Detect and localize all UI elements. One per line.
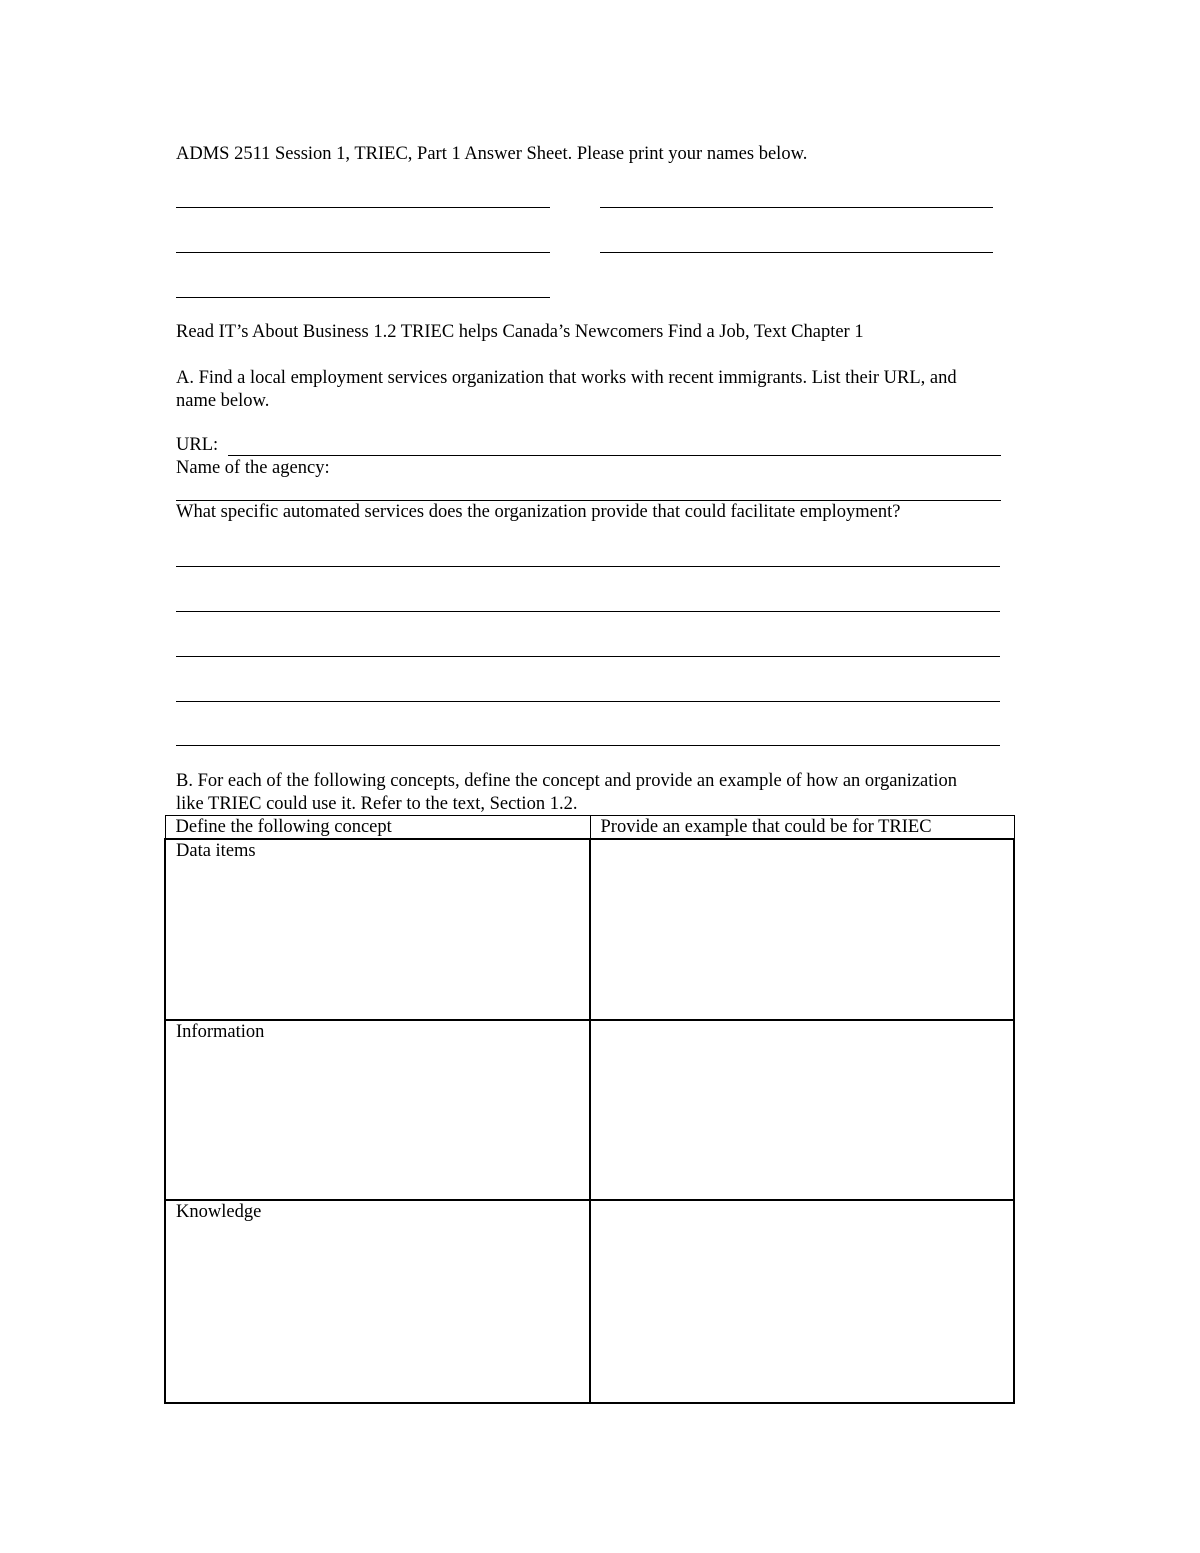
services-answer-line-4[interactable] bbox=[176, 701, 1000, 702]
header-example: Provide an example that could be for TRIEC bbox=[590, 816, 1014, 840]
name-line-3[interactable] bbox=[176, 252, 550, 253]
concepts-table bbox=[164, 815, 1015, 1404]
header-define-concept: Define the following concept bbox=[165, 816, 590, 840]
concept-knowledge: Knowledge bbox=[165, 1200, 590, 1403]
table-row bbox=[165, 1200, 1014, 1403]
agency-label: Name of the agency: bbox=[176, 458, 330, 478]
concept-data-items: Data items bbox=[165, 839, 590, 1020]
services-answer-line-1[interactable] bbox=[176, 566, 1000, 567]
services-answer-line-3[interactable] bbox=[176, 656, 1000, 657]
services-question: What specific automated services does the organization provide that could facilitate employment? bbox=[176, 502, 901, 522]
example-cell-knowledge[interactable] bbox=[590, 1200, 1014, 1403]
name-line-5[interactable] bbox=[176, 297, 550, 298]
name-line-1[interactable] bbox=[176, 207, 550, 208]
section-b-prompt-line1: B. For each of the following concepts, define the concept and provide an example of how an organization bbox=[176, 771, 958, 791]
services-answer-line-2[interactable] bbox=[176, 611, 1000, 612]
section-a-prompt-line2: name below. bbox=[176, 391, 270, 411]
url-answer-line[interactable] bbox=[228, 455, 1001, 456]
url-label: URL: bbox=[176, 435, 219, 455]
section-b-prompt-line2: like TRIEC could use it. Refer to the text, Section 1.2. bbox=[176, 794, 578, 814]
example-cell-data-items[interactable] bbox=[590, 839, 1014, 1020]
section-a-prompt-line1: A. Find a local employment services organization that works with recent immigrants. List their URL, and bbox=[176, 368, 957, 388]
page-title: ADMS 2511 Session 1, TRIEC, Part 1 Answer Sheet. Please print your names below. bbox=[176, 144, 808, 164]
reading-instruction: Read IT’s About Business 1.2 TRIEC helps Canada’s Newcomers Find a Job, Text Chapter 1 bbox=[176, 322, 864, 342]
table-row bbox=[165, 1020, 1014, 1200]
example-cell-information[interactable] bbox=[590, 1020, 1014, 1200]
name-line-2[interactable] bbox=[600, 207, 993, 208]
table-row bbox=[165, 839, 1014, 1020]
services-answer-line-5[interactable] bbox=[176, 745, 1000, 746]
name-line-4[interactable] bbox=[600, 252, 993, 253]
concept-information: Information bbox=[165, 1020, 590, 1200]
table-header-row bbox=[165, 816, 1014, 840]
